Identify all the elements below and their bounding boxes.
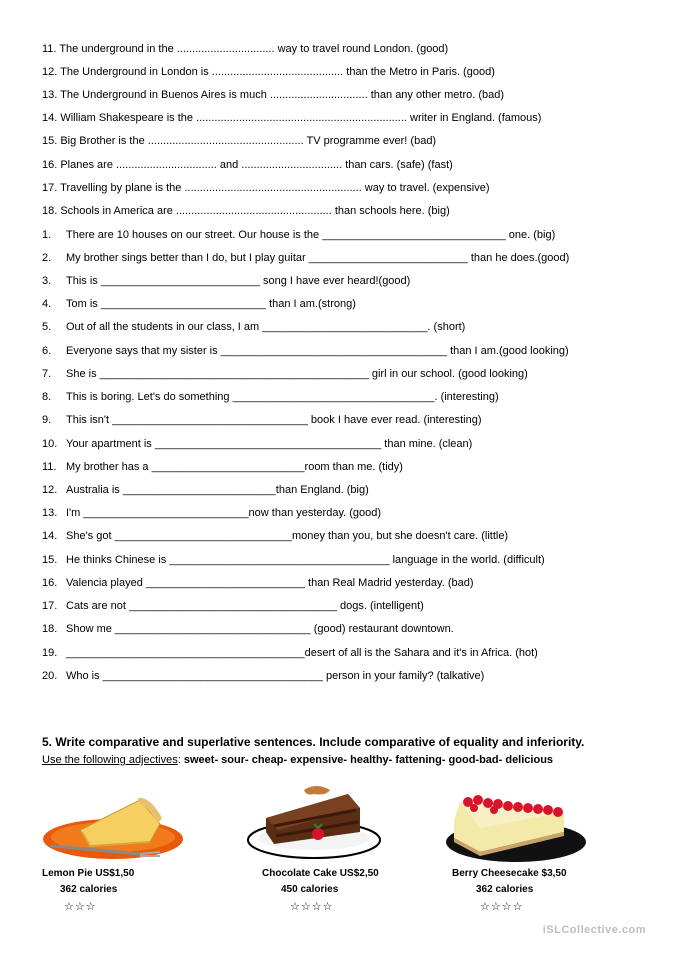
item-number: 2.: [42, 252, 52, 264]
item-text: My brother sings better than I do, but I play guitar __________________________ than he does.(good): [66, 252, 570, 264]
item-text: She's got _____________________________money than you, but she doesn't care. (little): [66, 530, 509, 542]
chocolate-cake-name: Chocolate Cake US$2,50: [262, 868, 379, 879]
exercise-b-17: [42, 599, 424, 613]
berry-cheesecake-calories: 362 calories: [476, 884, 534, 895]
exercise-b-8: [42, 390, 499, 404]
exercise-b-9: [42, 413, 482, 427]
exercise-b-2: [42, 251, 569, 265]
exercise-b-19: [42, 646, 538, 660]
exercise-b-18: [42, 622, 454, 636]
exercise-b-10: [42, 437, 472, 451]
berry-cheesecake-icon: [444, 792, 594, 864]
exercise-b-13: [42, 506, 381, 520]
item-number: 6.: [42, 345, 52, 357]
item-text: Cats are not __________________________________ dogs. (intelligent): [66, 600, 424, 612]
exercise-b-12: [42, 483, 369, 497]
item-number: 5.: [42, 321, 52, 333]
exercise-a-13: 13. The Underground in Buenos Aires is much ................................ than any other metro. (bad): [42, 89, 505, 101]
item-text: My brother has a _________________________room than me. (tidy): [66, 461, 403, 473]
item-number: 9.: [42, 414, 52, 426]
item-number: 7.: [42, 368, 52, 380]
item-text: He thinks Chinese is ____________________________________ language in the world. (difficult): [66, 554, 545, 566]
item-text: Who is ____________________________________ person in your family? (talkative): [66, 670, 485, 682]
item-text: Your apartment is _____________________________________ than mine. (clean): [66, 438, 473, 450]
item-number: 15.: [42, 554, 58, 566]
item-number: 20.: [42, 670, 58, 682]
item-number: 3.: [42, 275, 52, 287]
lemon-pie-calories: 362 calories: [60, 884, 118, 895]
item-number: 14.: [42, 530, 58, 542]
lemon-pie-icon: [40, 794, 190, 864]
item-number: 19.: [42, 647, 58, 659]
item-number: 1.: [42, 229, 52, 241]
exercise-b-3: [42, 274, 410, 288]
chocolate-cake-icon: [244, 782, 384, 864]
item-text: Show me ________________________________ (good) restaurant downtown.: [66, 623, 454, 635]
watermark: iSLCollective.com: [542, 924, 646, 936]
item-number: 11.: [42, 461, 57, 473]
exercise-a-14: 14. William Shakespeare is the ..................................................................... writer in England. (famous): [42, 112, 542, 124]
exercise-b-15: [42, 553, 545, 567]
exercise-b-20: [42, 669, 484, 683]
chocolate-cake-rating: ☆☆☆☆: [290, 901, 334, 913]
item-text: Valencia played __________________________ than Real Madrid yesterday. (bad): [66, 577, 474, 589]
item-number: 12.: [42, 484, 58, 496]
item-number: 17.: [42, 600, 58, 612]
item-number: 13.: [42, 507, 58, 519]
lemon-pie-rating: ☆☆☆: [64, 901, 97, 913]
exercise-a-17: 17. Travelling by plane is the .......................................................... way to travel. (expensive): [42, 182, 490, 194]
item-number: 4.: [42, 298, 52, 310]
item-text: She is ____________________________________________ girl in our school. (good looking): [66, 368, 528, 380]
item-text: Everyone says that my sister is _____________________________________ than I am.(good looking): [66, 345, 569, 357]
adjectives-list: sweet- sour- cheap- expensive- healthy- fattening- good-bad- delicious: [180, 754, 554, 766]
exercise-b-4: [42, 297, 356, 311]
exercise-b-6: [42, 344, 569, 358]
item-text: This is boring. Let's do something _________________________________. (interesting): [66, 391, 499, 403]
lemon-pie-name: Lemon Pie US$1,50: [42, 868, 135, 879]
berry-cheesecake-name: Berry Cheesecake $3,50: [452, 868, 567, 879]
adjectives-label: Use the following adjectives: [42, 754, 178, 766]
exercise-b-1: [42, 228, 555, 242]
item-text: I'm ___________________________now than yesterday. (good): [66, 507, 382, 519]
exercise-b-5: [42, 320, 465, 334]
item-text: There are 10 houses on our street. Our house is the ______________________________ one. (big): [66, 229, 556, 241]
item-text: This isn't ________________________________ book I have ever read. (interesting): [66, 414, 482, 426]
exercise-a-15: 15. Big Brother is the ................................................... TV programme ever! (bad): [42, 135, 437, 147]
exercise-a-18: 18. Schools in America are ................................................... than schools here. (big): [42, 205, 450, 217]
exercise-a-12: 12. The Underground in London is ........................................... than the Metro in Paris. (good): [42, 66, 495, 78]
item-number: 16.: [42, 577, 58, 589]
adjectives-colon: :: [177, 754, 181, 766]
exercise-a-16: 16. Planes are ................................. and ................................. than cars. (safe) (fast): [42, 159, 453, 171]
berry-cheesecake-rating: ☆☆☆☆: [480, 901, 524, 913]
item-number: 18.: [42, 623, 58, 635]
item-number: 10.: [42, 438, 58, 450]
item-text: Tom is ___________________________ than I am.(strong): [66, 298, 356, 310]
adjectives-line: [42, 754, 553, 766]
item-number: 8.: [42, 391, 52, 403]
exercise-a-11: 11. The underground in the ................................ way to travel round London. (good): [42, 43, 449, 55]
item-text: This is __________________________ song I have ever heard!(good): [66, 275, 411, 287]
chocolate-cake-calories: 450 calories: [281, 884, 339, 895]
exercise-b-11: [42, 460, 403, 474]
item-text: Out of all the students in our class, I am ___________________________. (short): [66, 321, 466, 333]
exercise-b-7: [42, 367, 528, 381]
exercise-b-16: [42, 576, 474, 590]
exercise-b-14: [42, 529, 508, 543]
section-5-heading: 5. Write comparative and superlative sentences. Include comparative of equality and inferiority.: [42, 735, 585, 749]
item-text: _______________________________________desert of all is the Sahara and it's in Africa. (hot): [66, 647, 538, 659]
item-text: Australia is _________________________than England. (big): [66, 484, 369, 496]
